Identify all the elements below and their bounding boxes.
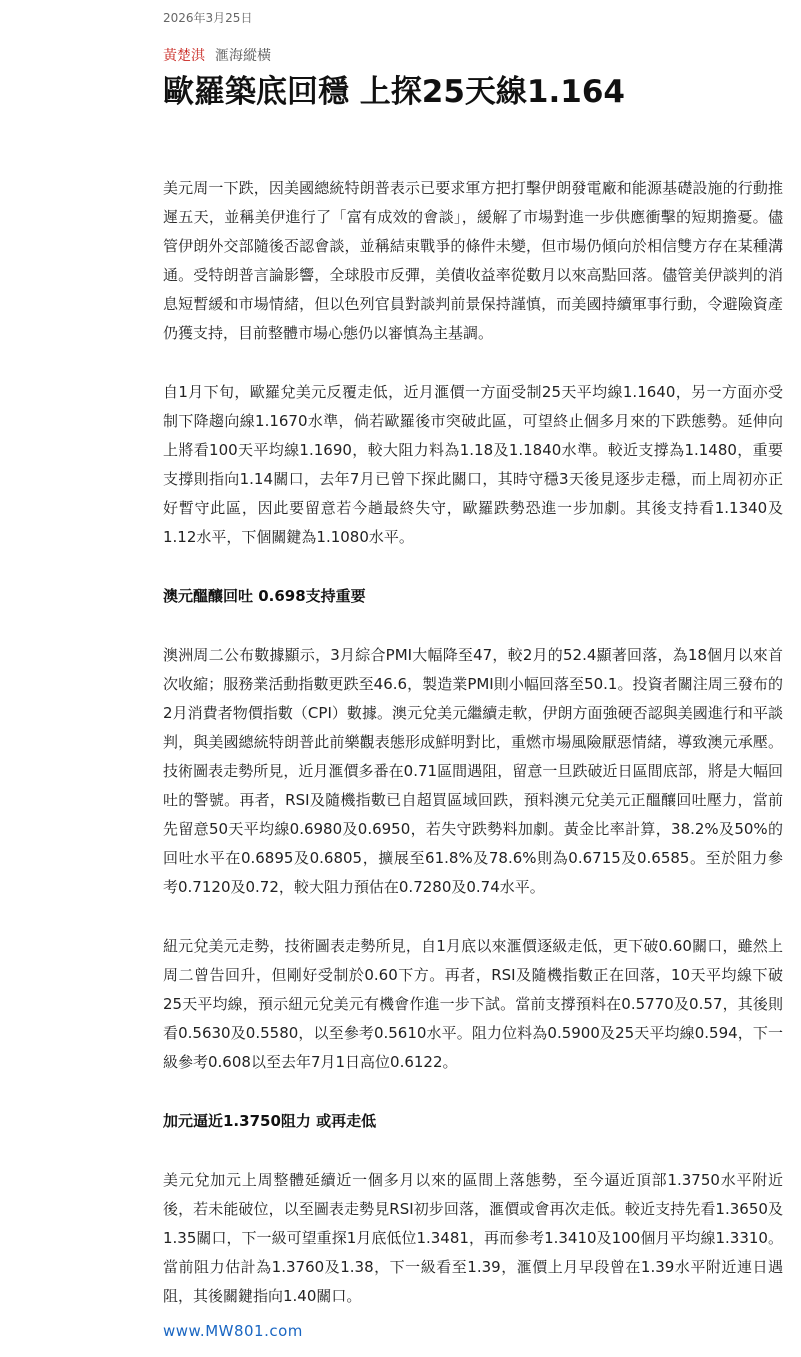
author-link[interactable]: 黃楚淇: [163, 48, 205, 64]
section-heading: 加元逼近1.3750阻力 或再走低: [163, 1112, 377, 1130]
paragraph: 澳洲周二公布數據顯示，3月綜合PMI大幅降至47，較2月的52.4顯著回落，為18個月以來首次收縮；服務業活動指數更跌至46.6，製造業PMI則小幅回落至50.1。投資者關注周三發布的2月消費者物價指數（CPI）數據。澳元兌美元繼續走軟，伊朗方面強硬否認與美國進行和平談判，與美國總統特朗普此前樂觀表態形成鮮明對比，重燃市場風險厭惡情緒，導致澳元承壓。技術圖表走勢所見，近月滙價多番在0.71區間遇阻，留意一旦跌破近日區間底部，將是大幅回吐的警號。再者，RSI及隨機指數已自超買區域回跌，預料澳元兌美元正醞釀回吐壓力，當前先留意50天平均線0.6980及0.6950，若失守跌勢料加劇。黃金比率計算，38.2%及50%的回吐水平在0.6895及0.6805，擴展至61.8%及78.6%則為0.6715及0.6585。至於阻力參考0.7120及0.72，較大阻力預估在0.7280及0.74水平。: [163, 646, 783, 896]
paragraph: 紐元兌美元走勢，技術圖表走勢所見，自1月底以來滙價逐級走低，更下破0.60關口，雖然上周二曾告回升，但剛好受制於0.60下方。再者，RSI及隨機指數正在回落，10天平均線下破25天平均線，預示紐元兌美元有機會作進一步下試。當前支撐預料在0.5770及0.57，其後則看0.5630及0.5580，以至參考0.5610水平。阻力位料為0.5900及25天平均線0.594，下一級參考0.608以至去年7月1日高位0.6122。: [163, 937, 783, 1071]
column-name[interactable]: 滙海縱橫: [215, 48, 271, 64]
section-heading: 澳元醞釀回吐 0.698支持重要: [163, 587, 366, 605]
paragraph: 美元周一下跌，因美國總統特朗普表示已要求軍方把打擊伊朗發電廠和能源基礎設施的行動推遲五天，並稱美伊進行了「富有成效的會談」，緩解了市場對進一步供應衝擊的短期擔憂。儘管伊朗外交部隨後否認會談，並稱結束戰爭的條件未變，但市場仍傾向於相信雙方存在某種溝通。受特朗普言論影響，全球股市反彈，美債收益率從數月以來高點回落。儘管美伊談判的消息短暫緩和市場情緒，但以色列官員對談判前景保持謹慎，而美國持續軍事行動，令避險資產仍獲支持，目前整體市場心態仍以審慎為主基調。: [163, 179, 783, 342]
site-link[interactable]: www.MW801.com: [163, 1322, 303, 1340]
byline: [163, 45, 271, 65]
article-body: [163, 174, 783, 1341]
article-title: 歐羅築底回穩 上探25天線1.164: [163, 74, 625, 110]
paragraph: 自1月下旬，歐羅兌美元反覆走低，近月滙價一方面受制25天平均線1.1640，另一方面亦受制下降趨向線1.1670水準，倘若歐羅後市突破此區，可望終止個多月來的下跌態勢。延伸向上將看100天平均線1.1690，較大阻力料為1.18及1.1840水準。較近支撐為1.1480，重要支撐則指向1.14關口，去年7月已曾下探此關口，其時守穩3天後見逐步走穩，而上周初亦正好暫守此區，因此要留意若今趟最終失守，歐羅跌勢恐進一步加劇。其後支持看1.1340及1.12水平，下個關鍵為1.1080水平。: [163, 383, 783, 546]
paragraph: 美元兌加元上周整體延續近一個多月以來的區間上落態勢，至今逼近頂部1.3750水平附近後，若未能破位，以至圖表走勢見RSI初步回落，滙價或會再次走低。較近支持先看1.3650及1.35關口，下一級可望重探1月底低位1.3481，再而參考1.3410及100個月平均線1.3310。當前阻力估計為1.3760及1.38，下一級看至1.39，滙價上月早段曾在1.39水平附近連日遇阻，其後關鍵指向1.40關口。: [163, 1171, 783, 1305]
publish-date: 2026年3月25日: [163, 11, 253, 25]
